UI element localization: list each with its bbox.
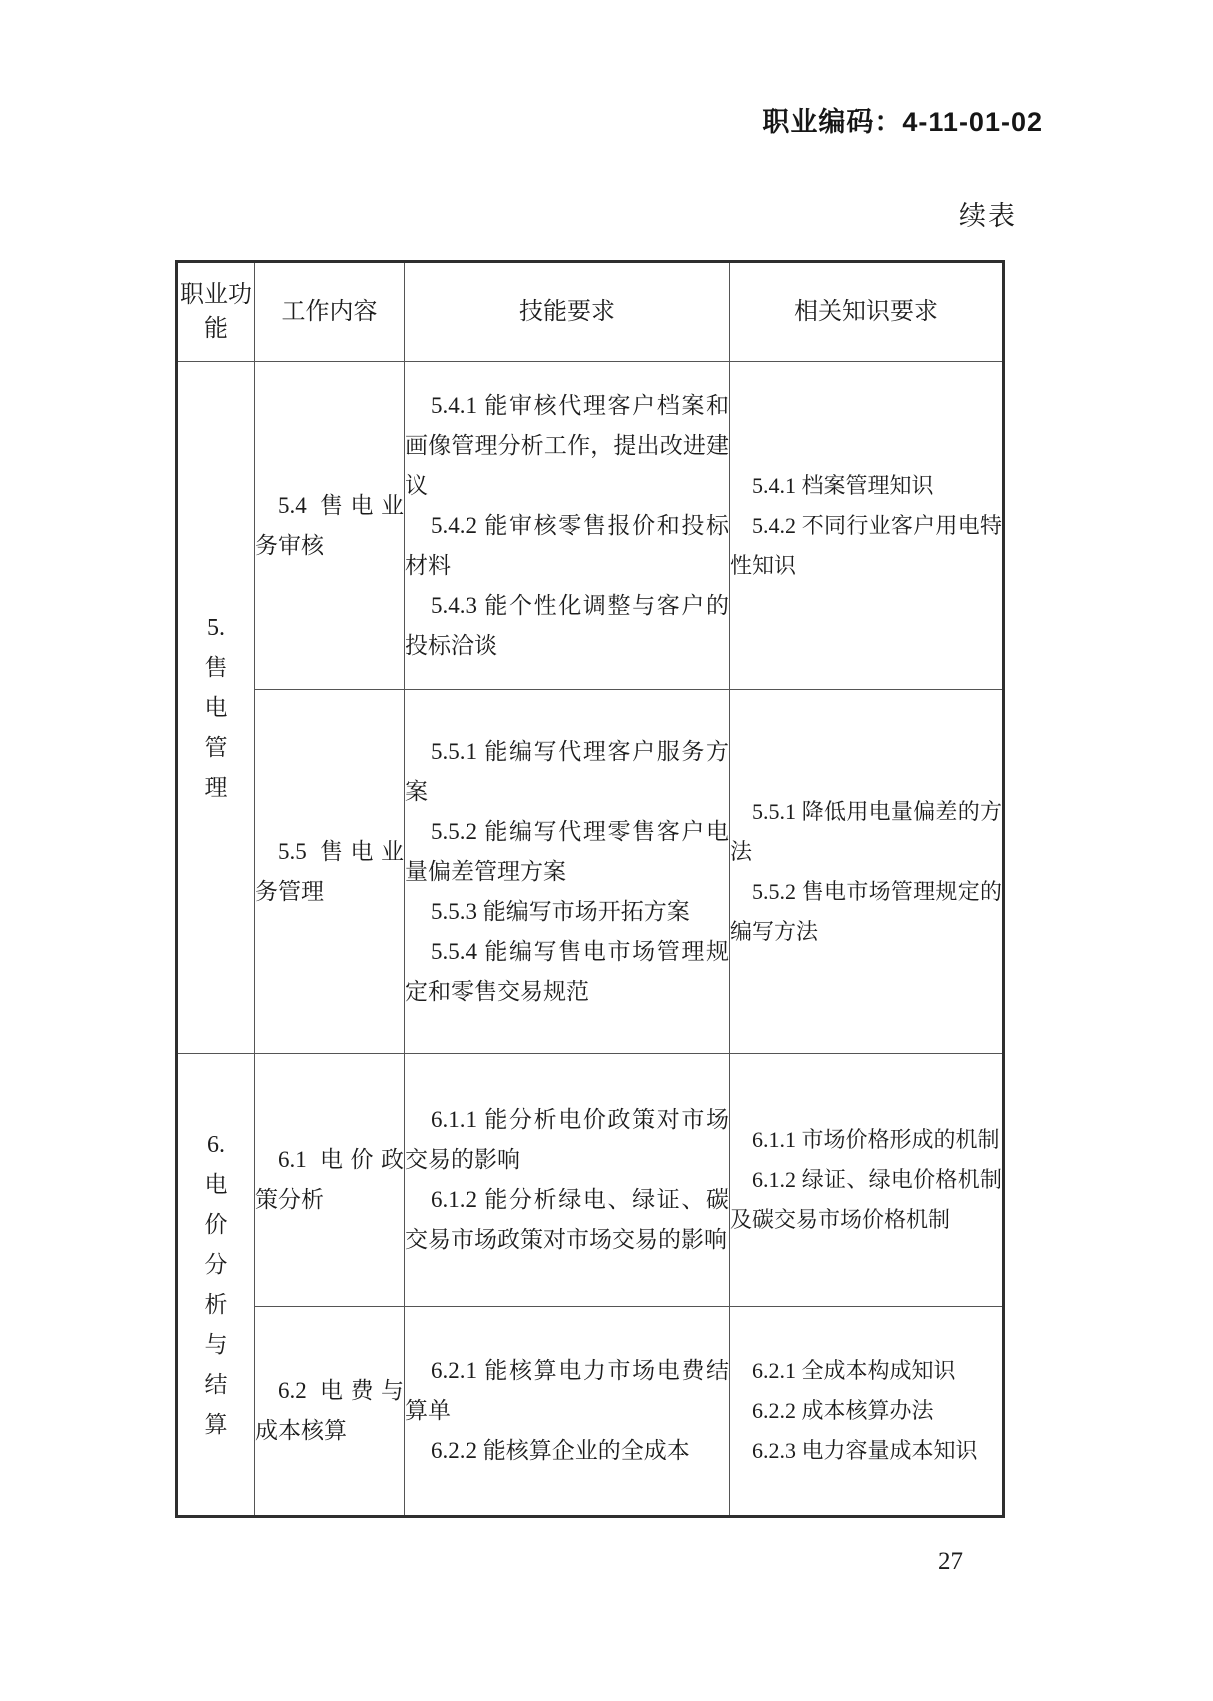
skill-item: 5.4.3 能个性化调整与客户的投标洽谈 bbox=[405, 592, 729, 658]
work-content-text: 5.5 售电业务管理 bbox=[255, 838, 404, 904]
knowledge-item: 5.5.1 降低用电量偏差的方法 bbox=[730, 798, 1002, 864]
knowledge-item: 5.5.2 售电市场管理规定的编写方法 bbox=[730, 878, 1002, 944]
skill-item: 5.5.1 能编写代理客户服务方案 bbox=[405, 738, 729, 804]
skill-item: 6.2.2 能核算企业的全成本 bbox=[431, 1438, 690, 1463]
knowledge-item: 6.2.2 成本核算办法 bbox=[752, 1398, 934, 1423]
skill-item: 5.4.1 能审核代理客户档案和画像管理分析工作，提出改进建议 bbox=[405, 392, 729, 498]
skill-item: 6.2.1 能核算电力市场电费结算单 bbox=[405, 1358, 729, 1423]
table-row bbox=[177, 1307, 1004, 1517]
table-row bbox=[177, 1054, 1004, 1307]
occupation-code: 职业编码：4-11-01-02 bbox=[762, 107, 1043, 137]
table-row bbox=[177, 690, 1004, 1054]
function-cell-5 bbox=[177, 362, 255, 1054]
knowledge-item: 6.2.3 电力容量成本知识 bbox=[752, 1438, 978, 1463]
knowledge-cell-6-1 bbox=[730, 1054, 1004, 1307]
page-number: 27 bbox=[938, 1548, 963, 1575]
skill-item: 5.5.4 能编写售电市场管理规定和零售交易规范 bbox=[405, 938, 729, 1004]
table-header-row bbox=[177, 262, 1004, 362]
table-row bbox=[177, 362, 1004, 690]
header-function: 职业功能 bbox=[177, 262, 255, 362]
skill-cell-6-2 bbox=[405, 1307, 730, 1517]
knowledge-item: 5.4.2 不同行业客户用电特性知识 bbox=[730, 512, 1002, 578]
work-content-text: 6.2 电费与成本核算 bbox=[255, 1378, 404, 1443]
work-content-cell-6-2 bbox=[255, 1307, 405, 1517]
work-content-text: 5.4 售电业务审核 bbox=[255, 492, 404, 558]
skill-item: 5.5.3 能编写市场开拓方案 bbox=[431, 898, 690, 924]
header-work-content: 工作内容 bbox=[255, 262, 405, 362]
skill-cell-6-1 bbox=[405, 1054, 730, 1307]
function-name: 电价分析与结算 bbox=[204, 1171, 228, 1437]
function-cell-6 bbox=[177, 1054, 255, 1517]
function-name: 售电管理 bbox=[204, 654, 228, 800]
function-number: 6. bbox=[207, 1131, 225, 1158]
knowledge-item: 5.4.1 档案管理知识 bbox=[752, 472, 934, 498]
work-content-cell-5-4 bbox=[255, 362, 405, 690]
header-knowledge-requirements: 相关知识要求 bbox=[730, 262, 1004, 362]
skill-item: 6.1.2 能分析绿电、绿证、碳交易市场政策对市场交易的影响 bbox=[405, 1187, 729, 1252]
knowledge-cell-6-2 bbox=[730, 1307, 1004, 1517]
knowledge-item: 6.2.1 全成本构成知识 bbox=[752, 1358, 956, 1383]
header-skill-requirements: 技能要求 bbox=[405, 262, 730, 362]
continued-table-label: 续表 bbox=[959, 201, 1017, 231]
knowledge-item: 6.1.2 绿证、绿电价格机制及碳交易市场价格机制 bbox=[730, 1167, 1002, 1232]
work-content-text: 6.1 电价政策分析 bbox=[255, 1147, 404, 1212]
skill-item: 6.1.1 能分析电价政策对市场交易的影响 bbox=[405, 1107, 729, 1172]
work-content-cell-6-1 bbox=[255, 1054, 405, 1307]
function-number: 5. bbox=[207, 614, 225, 641]
occupational-standard-table bbox=[175, 260, 1005, 1518]
work-content-cell-5-5 bbox=[255, 690, 405, 1054]
skill-cell-5-5 bbox=[405, 690, 730, 1054]
knowledge-item: 6.1.1 市场价格形成的机制 bbox=[752, 1127, 1000, 1152]
skill-cell-5-4 bbox=[405, 362, 730, 690]
knowledge-cell-5-4 bbox=[730, 362, 1004, 690]
skill-item: 5.4.2 能审核零售报价和投标材料 bbox=[405, 512, 729, 578]
knowledge-cell-5-5 bbox=[730, 690, 1004, 1054]
skill-item: 5.5.2 能编写代理零售客户电量偏差管理方案 bbox=[405, 818, 729, 884]
